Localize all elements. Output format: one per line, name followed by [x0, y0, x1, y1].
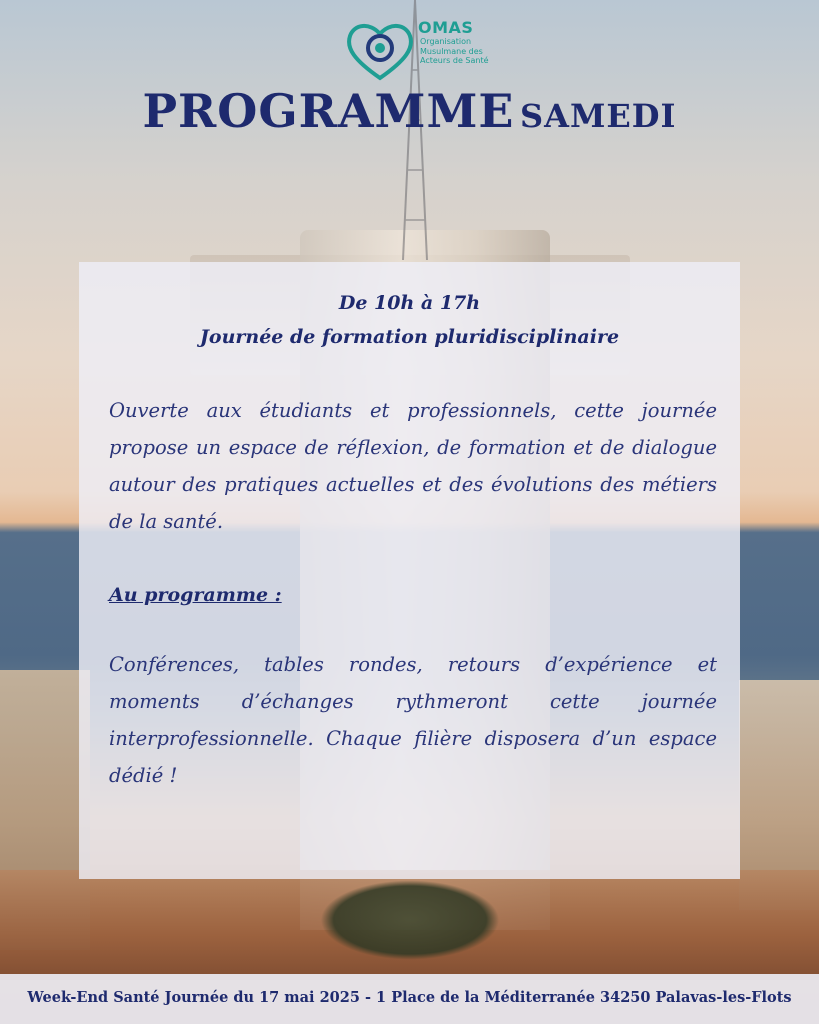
footer-bar — [0, 974, 819, 1024]
program-paragraph: Conférences, tables rondes, retours d’expérience et moments d’échanges rythmeront cette journée interprofessionnelle. Chaque filière disposera d’un espace dédié ! — [109, 653, 717, 787]
footer-text: Week-End Santé Journée du 17 mai 2025 - 1 Place de la Méditerranée 34250 Palavas-les-Flots — [27, 989, 792, 1006]
intro-paragraph: Ouverte aux étudiants et professionnels, cette journée propose un espace de réflexion, de formation et de dialogue autour des pratiques actuelles et des évolutions des métiers de la santé. — [109, 399, 717, 533]
program-panel — [79, 262, 740, 879]
program-heading: Au programme : — [109, 584, 282, 606]
title-main: PROGRAMME — [142, 84, 515, 138]
logo-name: OMAS — [418, 18, 474, 37]
title-secondary: SAMEDI — [520, 97, 677, 135]
heart-logo-icon — [344, 20, 416, 82]
page-title — [0, 84, 819, 138]
logo-subtitle: Organisation Musulmane des Acteurs de Santé — [420, 37, 489, 65]
event-subtitle: Journée de formation pluridisciplinaire — [199, 326, 620, 348]
omas-logo — [344, 18, 489, 84]
event-hours: De 10h à 17h — [338, 292, 481, 314]
background-tree — [320, 880, 500, 960]
